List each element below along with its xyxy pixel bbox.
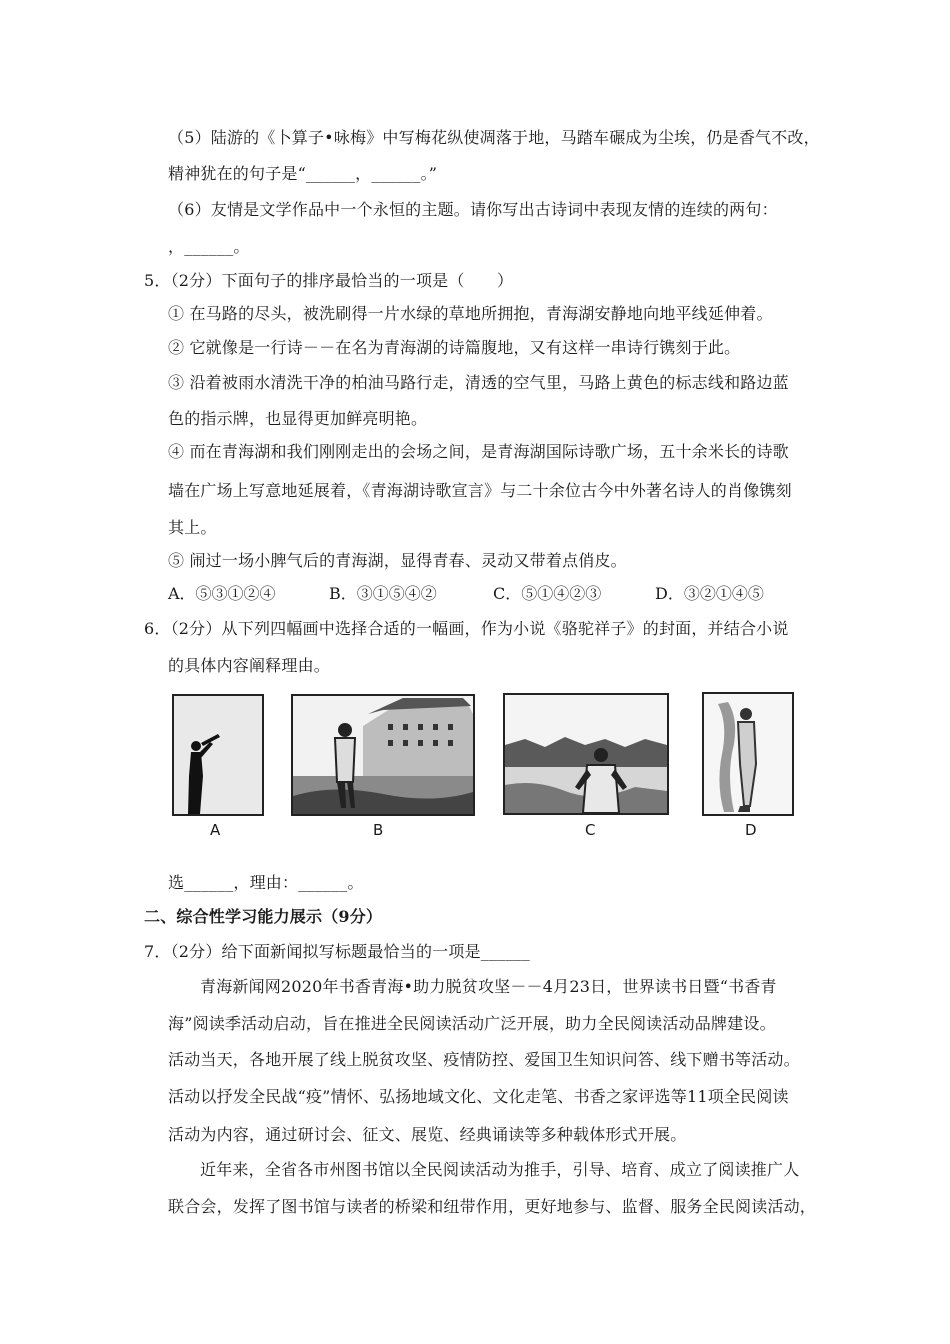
- q7-passage-p1-line2: 海”阅读季活动启动，旨在推进全民阅读活动广泛开展，助力全民阅读活动品牌建设。: [168, 1014, 776, 1033]
- q6-stem-line2: 的具体内容阐释理由。: [168, 656, 331, 675]
- q5-option-c: C．⑤①④②③: [493, 584, 602, 603]
- q4-item6-line1: （6）友情是文学作品中一个永恒的主题。请你写出古诗词中表现友情的连续的两句：: [168, 200, 778, 219]
- trumpet-player-illustration: [174, 696, 262, 814]
- q6-answer-line: 选______，理由：______。: [168, 873, 364, 892]
- city-gate-illustration: [293, 696, 473, 814]
- q5-option-d: D．③②①④⑤: [655, 584, 764, 603]
- picture-label-b: B: [373, 821, 384, 839]
- q5-sentence-1: ① 在马路的尽头，被洗刷得一片水绿的草地所拥抱，青海湖安静地向地平线延伸着。: [168, 304, 773, 323]
- q5-sentence-3-line1: ③ 沿着被雨水清洗干净的柏油马路行走，清透的空气里，马路上黄色的标志线和路边蓝: [168, 373, 789, 392]
- q4-item6-line2: ，______。: [168, 237, 250, 256]
- q5-sentence-4-line3: 其上。: [168, 518, 217, 537]
- q5-stem: 5．（2分）下面句子的排序最恰当的一项是（ ）: [144, 271, 514, 290]
- q4-item5-line1: （5）陆游的《卜算子•咏梅》中写梅花纵使凋落于地，马踏车碾成为尘埃，仍是香气不改，: [168, 128, 820, 147]
- q7-passage-p1-line5: 活动为内容，通过研讨会、征文、展览、经典诵读等多种载体形式开展。: [168, 1125, 687, 1144]
- q6-stem-line1: 6．（2分）从下列四幅画中选择合适的一幅画，作为小说《骆驼祥子》的封面，并结合小说: [144, 619, 789, 638]
- q7-passage-p2-line1: 近年来，全省各市州图书馆以全民阅读活动为推手，引导、培育、成立了阅读推广人: [200, 1160, 800, 1179]
- q5-sentence-2: ② 它就像是一行诗－－在名为青海湖的诗篇腹地，又有这样一串诗行镌刻于此。: [168, 338, 741, 357]
- q7-passage-p2-line2: 联合会，发挥了图书馆与读者的桥梁和纽带作用，更好地参与、监督、服务全民阅读活动，: [168, 1197, 817, 1216]
- q7-stem: 7．（2分）给下面新闻拟写标题最恰当的一项是______: [144, 942, 530, 961]
- q5-option-a: A．⑤③①②④: [168, 584, 276, 603]
- q7-passage-p1-line1: 青海新闻网2020年书香青海•助力脱贫攻坚－－4月23日，世界读书日暨“书香青: [200, 977, 777, 996]
- q7-passage-p1-line4: 活动以抒发全民战“疫”情怀、弘扬地域文化、文化走笔、书香之家评选等11项全民阅读: [168, 1087, 789, 1106]
- q5-option-b: B．③①⑤④②: [329, 584, 437, 603]
- q5-sentence-5: ⑤ 闹过一场小脾气后的青海湖，显得青春、灵动又带着点俏皮。: [168, 551, 627, 570]
- man-by-wall-illustration: [505, 695, 667, 813]
- picture-a: [172, 694, 264, 816]
- q5-sentence-4-line2: 墙在广场上写意地延展着，《青海湖诗歌宣言》与二十余位古今中外著名诗人的肖像镌刻: [168, 481, 792, 500]
- q5-sentence-3-line2: 色的指示牌，也显得更加鲜亮明艳。: [168, 409, 428, 428]
- picture-c: [503, 693, 669, 815]
- standing-figure-illustration: [704, 694, 792, 814]
- q4-item5-line2: 精神犹在的句子是“______，______。”: [168, 164, 438, 183]
- picture-d: [702, 692, 794, 816]
- picture-b: [291, 694, 475, 816]
- picture-label-d: D: [745, 821, 757, 839]
- section-2-title: 二、综合性学习能力展示（9分）: [144, 907, 383, 926]
- q7-passage-p1-line3: 活动当天，各地开展了线上脱贫攻坚、疫情防控、爱国卫生知识问答、线下赠书等活动。: [168, 1050, 800, 1069]
- picture-label-a: A: [210, 821, 221, 839]
- picture-label-c: C: [585, 821, 596, 839]
- q5-sentence-4-line1: ④ 而在青海湖和我们刚刚走出的会场之间，是青海湖国际诗歌广场，五十余米长的诗歌: [168, 442, 789, 461]
